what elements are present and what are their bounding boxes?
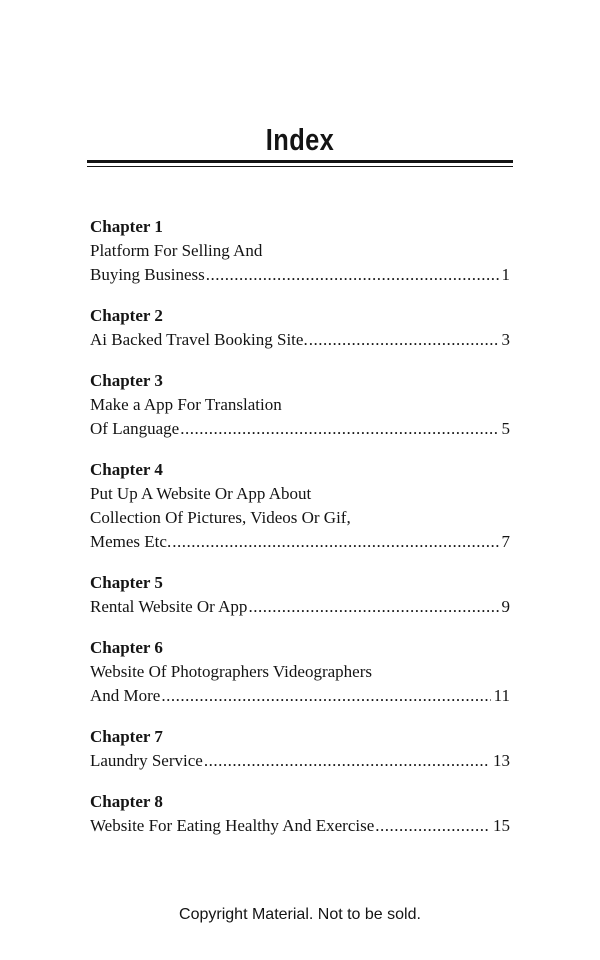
toc-entry-chapter-1 bbox=[90, 215, 510, 287]
dot-leader bbox=[375, 814, 490, 838]
entry-title-line: Rental Website Or App bbox=[90, 597, 248, 616]
dot-leader bbox=[161, 684, 490, 708]
entry-last-line bbox=[90, 263, 510, 287]
entry-title-line: Of Language bbox=[90, 419, 180, 438]
entry-title-line: Collection Of Pictures, Videos Or Gif, bbox=[90, 508, 351, 527]
chapter-heading: Chapter 7 bbox=[90, 727, 163, 746]
entry-title-line: Put Up A Website Or App About bbox=[90, 484, 312, 503]
page-number: 9 bbox=[501, 597, 510, 616]
chapter-heading: Chapter 3 bbox=[90, 371, 163, 390]
page-number: 11 bbox=[493, 686, 510, 705]
entry-last-line bbox=[90, 328, 510, 352]
entry-title-line: Make a App For Translation bbox=[90, 395, 282, 414]
entry-last-line bbox=[90, 749, 510, 773]
chapter-heading: Chapter 2 bbox=[90, 306, 163, 325]
entry-last-line bbox=[90, 530, 510, 554]
toc-entry-chapter-7 bbox=[90, 725, 510, 773]
dot-leader bbox=[206, 263, 499, 287]
chapter-heading: Chapter 1 bbox=[90, 217, 163, 236]
entry-title-line: Buying Business bbox=[90, 265, 205, 284]
entry-title-line: Website For Eating Healthy And Exercise bbox=[90, 816, 375, 835]
page-number: 1 bbox=[501, 265, 510, 284]
copyright-notice: Copyright Material. Not to be sold. bbox=[179, 906, 421, 923]
title-rule-thick bbox=[87, 160, 513, 163]
dot-leader bbox=[309, 328, 499, 352]
page-number: 3 bbox=[501, 330, 510, 349]
chapter-heading: Chapter 5 bbox=[90, 573, 163, 592]
entry-last-line bbox=[90, 595, 510, 619]
title-rule-thin bbox=[87, 166, 513, 167]
entry-last-line bbox=[90, 814, 510, 838]
toc-entry-chapter-6 bbox=[90, 636, 510, 708]
page-number: 15 bbox=[493, 816, 510, 835]
entry-title-line: Laundry Service bbox=[90, 751, 203, 770]
toc-entry-chapter-4 bbox=[90, 458, 510, 554]
table-of-contents bbox=[90, 215, 510, 855]
page-number: 5 bbox=[501, 419, 510, 438]
toc-entry-chapter-5 bbox=[90, 571, 510, 619]
entry-title-line: Memes Etc. bbox=[90, 532, 172, 551]
dot-leader bbox=[180, 417, 498, 441]
toc-entry-chapter-8 bbox=[90, 790, 510, 838]
dot-leader bbox=[172, 530, 498, 554]
chapter-heading: Chapter 8 bbox=[90, 792, 163, 811]
toc-entry-chapter-2 bbox=[90, 304, 510, 352]
page-number: 7 bbox=[501, 532, 510, 551]
toc-entry-chapter-3 bbox=[90, 369, 510, 441]
entry-title-line: Website Of Photographers Videographers bbox=[90, 662, 372, 681]
chapter-heading: Chapter 6 bbox=[90, 638, 163, 657]
page-title: Index bbox=[265, 122, 335, 157]
entry-title-line: Ai Backed Travel Booking Site. bbox=[90, 330, 308, 349]
entry-last-line bbox=[90, 684, 510, 708]
entry-title-line: Platform For Selling And bbox=[90, 241, 263, 260]
chapter-heading: Chapter 4 bbox=[90, 460, 163, 479]
dot-leader bbox=[204, 749, 490, 773]
page-number: 13 bbox=[493, 751, 510, 770]
dot-leader bbox=[248, 595, 498, 619]
entry-last-line bbox=[90, 417, 510, 441]
entry-title-line: And More bbox=[90, 686, 161, 705]
